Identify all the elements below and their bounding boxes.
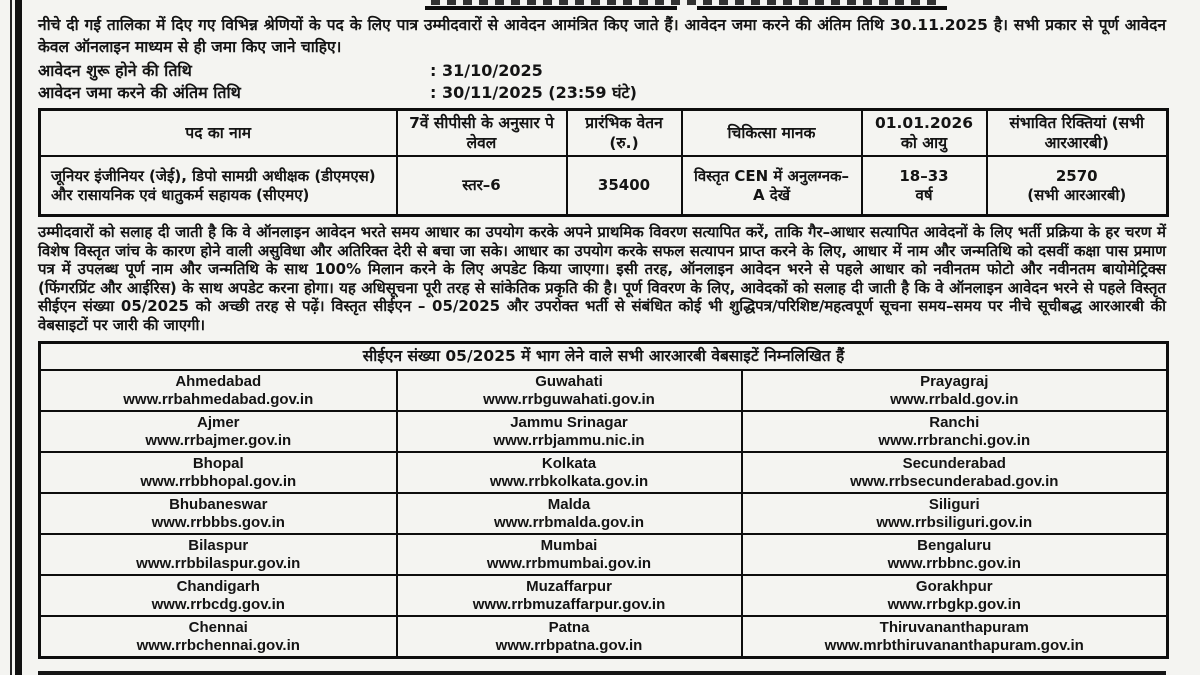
site-cell-prayagraj [742, 370, 1168, 411]
start-date-value: : 31/10/2025 [430, 61, 543, 80]
vacancies-count: 2570 [1055, 166, 1098, 185]
application-dates [38, 60, 1166, 104]
site-url: www.rrbguwahati.gov.in [483, 390, 655, 408]
rrb-websites-table [38, 341, 1169, 659]
city-name: Siliguri [928, 495, 980, 513]
header-pay-level: 7वें सीपीसी के अनुसार पे लेवल [397, 110, 567, 157]
site-url: www.rrbbbs.gov.in [151, 513, 285, 531]
site-cell-patna [397, 616, 742, 658]
site-url: www.rrbbhopal.gov.in [140, 472, 297, 490]
site-url: www.rrbmalda.gov.in [493, 513, 645, 531]
site-cell-malda [397, 493, 742, 534]
city-name: Bilaspur [188, 536, 249, 554]
site-url: www.rrbbilaspur.gov.in [136, 554, 301, 572]
post-table-header-row [40, 110, 1168, 157]
header-initial-salary: प्रारंभिक वेतन (रु.) [567, 110, 682, 157]
city-name: Chandigarh [176, 577, 260, 595]
site-url: www.rrbsecunderabad.gov.in [850, 472, 1059, 490]
site-url: www.rrbahmedabad.gov.in [123, 390, 314, 408]
city-name: Bengaluru [917, 536, 992, 554]
scan-border-thin-line [10, 0, 12, 675]
city-name: Ajmer [196, 413, 240, 431]
city-name: Mumbai [540, 536, 598, 554]
scan-border-bar [15, 0, 22, 675]
site-cell-bilaspur [40, 534, 397, 575]
site-url: www.rrbsiliguri.gov.in [876, 513, 1033, 531]
city-name: Patna [548, 618, 590, 636]
header-age: 01.01.2026 को आयु [862, 110, 987, 157]
aadhaar-advisory-paragraph: उम्मीदवारों को सलाह दी जाती है कि वे ऑनलाइन आवेदन भरते समय आधार का उपयोग करके अपने प्राथमिक विवरण सत्यापित करें, ताकि गैर–आधार सत्यापित आवेदनों के लिए भर्ती प्रक्रिया के हर चरण में विशेष विस्तृत जांच के कारण होने वाली असुविधा और अतिरिक्त देरी से बचा जा सके। आधार का उपयोग करके सफल सत्यापन प्राप्त करने के लिए, आधार में नाम और जन्मतिथि को दसवीं कक्षा पास प्रमाण पत्र में उपलब्ध पूर्ण नाम और जन्मतिथि के साथ 100% मिलान करने के लिए अपडेट किया जाएगा। इसी तरह, ऑनलाइन आवेदन भरने से पहले आधार को नवीनतम फोटो और नवीनतम बायोमेट्रिक्स (फिंगरप्रिंट और आईरिस) के साथ अपडेट करना होगा। यह अधिसूचना पूरी तरह से सांकेतिक प्रकृति की है। पूर्ण विवरण के लिए, आवेदकों को सलाह दी जाती है कि वे ऑनलाइन आवेदन भरने से पहले विस्तृत सीईएन संख्या 05/2025 को अच्छी तरह से पढ़ें। विस्तृत सीईएन – 05/2025 और उपरोक्त भर्ती से संबंधित कोई भी शुद्धिपत्र/परिशिष्ट/महत्वपूर्ण सूचना समय–समय पर नीचे सूचीबद्ध आरआरबी की वेबसाइटों पर जारी की जाएगी। [38, 223, 1166, 334]
site-url: www.rrbald.gov.in [890, 390, 1019, 408]
websites-table-title: सीईएन संख्या 05/2025 में भाग लेने वाले सभी आरआरबी वेबसाइटें निम्नलिखित हैं [40, 342, 1168, 370]
site-url: www.rrbchennai.gov.in [136, 636, 300, 654]
site-cell-bhubaneswar [40, 493, 397, 534]
header-vacancies: संभावित रिक्तियां (सभी आरआरबी) [987, 110, 1168, 157]
site-url: www.rrbmumbai.gov.in [486, 554, 652, 572]
website-row [40, 493, 1168, 534]
site-cell-bhopal [40, 452, 397, 493]
post-details-table [38, 108, 1169, 217]
post-table-data-row [40, 156, 1168, 216]
age-range: 18–33 [899, 166, 949, 185]
cell-age [862, 156, 987, 216]
site-cell-thiruvananthapuram [742, 616, 1168, 658]
cutoff-next-row-line [38, 671, 1166, 675]
site-cell-jammu-srinagar [397, 411, 742, 452]
website-row [40, 452, 1168, 493]
website-row [40, 575, 1168, 616]
site-url: www.rrbjammu.nic.in [493, 431, 645, 449]
site-url: www.rrbbnc.gov.in [887, 554, 1021, 572]
vacancies-note: (सभी आरआरबी) [1027, 185, 1127, 204]
end-date-row [38, 82, 1166, 104]
website-row [40, 616, 1168, 658]
intro-paragraph: नीचे दी गई तालिका में दिए गए विभिन्न श्रेणियों के पद के लिए पात्र उम्मीदवारों से आवेदन आमंत्रित किए जाते हैं। आवेदन जमा करने की अंतिम तिथि 30.11.2025 है। सभी प्रकार से पूर्ण आवेदन केवल ऑनलाइन माध्यम से ही जमा किए जाने चाहिए। [38, 16, 1166, 56]
site-cell-chennai [40, 616, 397, 658]
city-name: Ahmedabad [175, 372, 262, 390]
site-cell-ranchi [742, 411, 1168, 452]
city-name: Malda [547, 495, 591, 513]
site-url: www.rrbpatna.gov.in [495, 636, 643, 654]
city-name: Gorakhpur [915, 577, 993, 595]
age-unit: वर्ष [915, 185, 933, 204]
cell-vacancies [987, 156, 1168, 216]
city-name: Muzaffarpur [526, 577, 612, 595]
city-name: Guwahati [535, 372, 603, 390]
site-cell-gorakhpur [742, 575, 1168, 616]
city-name: Jammu Srinagar [510, 413, 628, 431]
site-cell-bengaluru [742, 534, 1168, 575]
site-url: www.rrbcdg.gov.in [151, 595, 285, 613]
city-name: Ranchi [929, 413, 980, 431]
city-name: Kolkata [541, 454, 597, 472]
cell-post-name: जूनियर इंजीनियर (जेई), डिपो सामग्री अधीक्षक (डीएमएस) और रासायनिक एवं धातुकर्म सहायक (सीएमए) [40, 156, 397, 216]
site-url: www.rrbajmer.gov.in [145, 431, 292, 449]
cell-medical-standard: विस्तृत CEN में अनुलग्नक–A देखें [682, 156, 862, 216]
end-date-label: आवेदन जमा करने की अंतिम तिथि [38, 83, 241, 102]
site-cell-chandigarh [40, 575, 397, 616]
site-cell-siliguri [742, 493, 1168, 534]
website-row [40, 534, 1168, 575]
city-name: Thiruvananthapuram [879, 618, 1029, 636]
city-name: Bhopal [192, 454, 244, 472]
site-cell-mumbai [397, 534, 742, 575]
start-date-row [38, 60, 1166, 82]
site-cell-secunderabad [742, 452, 1168, 493]
site-cell-guwahati [397, 370, 742, 411]
site-url: www.rrbgkp.gov.in [887, 595, 1021, 613]
website-row [40, 370, 1168, 411]
site-url: www.rrbkolkata.gov.in [489, 472, 649, 490]
header-post-name: पद का नाम [40, 110, 397, 157]
site-cell-muzaffarpur [397, 575, 742, 616]
site-cell-ajmer [40, 411, 397, 452]
website-row [40, 411, 1168, 452]
city-name: Secunderabad [902, 454, 1006, 472]
start-date-label: आवेदन शुरू होने की तिथि [38, 61, 192, 80]
site-url: www.mrbthiruvananthapuram.gov.in [824, 636, 1084, 654]
city-name: Chennai [188, 618, 248, 636]
cell-pay-level: स्तर–6 [397, 156, 567, 216]
site-url: www.rrbmuzaffarpur.gov.in [472, 595, 666, 613]
site-url: www.rrbranchi.gov.in [878, 431, 1031, 449]
cell-initial-salary: 35400 [567, 156, 682, 216]
city-name: Prayagraj [920, 372, 989, 390]
header-medical-standard: चिकित्सा मानक [682, 110, 862, 157]
site-cell-ahmedabad [40, 370, 397, 411]
end-date-value: : 30/11/2025 (23:59 घंटे) [430, 83, 637, 102]
websites-title-row [40, 342, 1168, 370]
site-cell-kolkata [397, 452, 742, 493]
city-name: Bhubaneswar [169, 495, 268, 513]
document-content [38, 0, 1166, 659]
